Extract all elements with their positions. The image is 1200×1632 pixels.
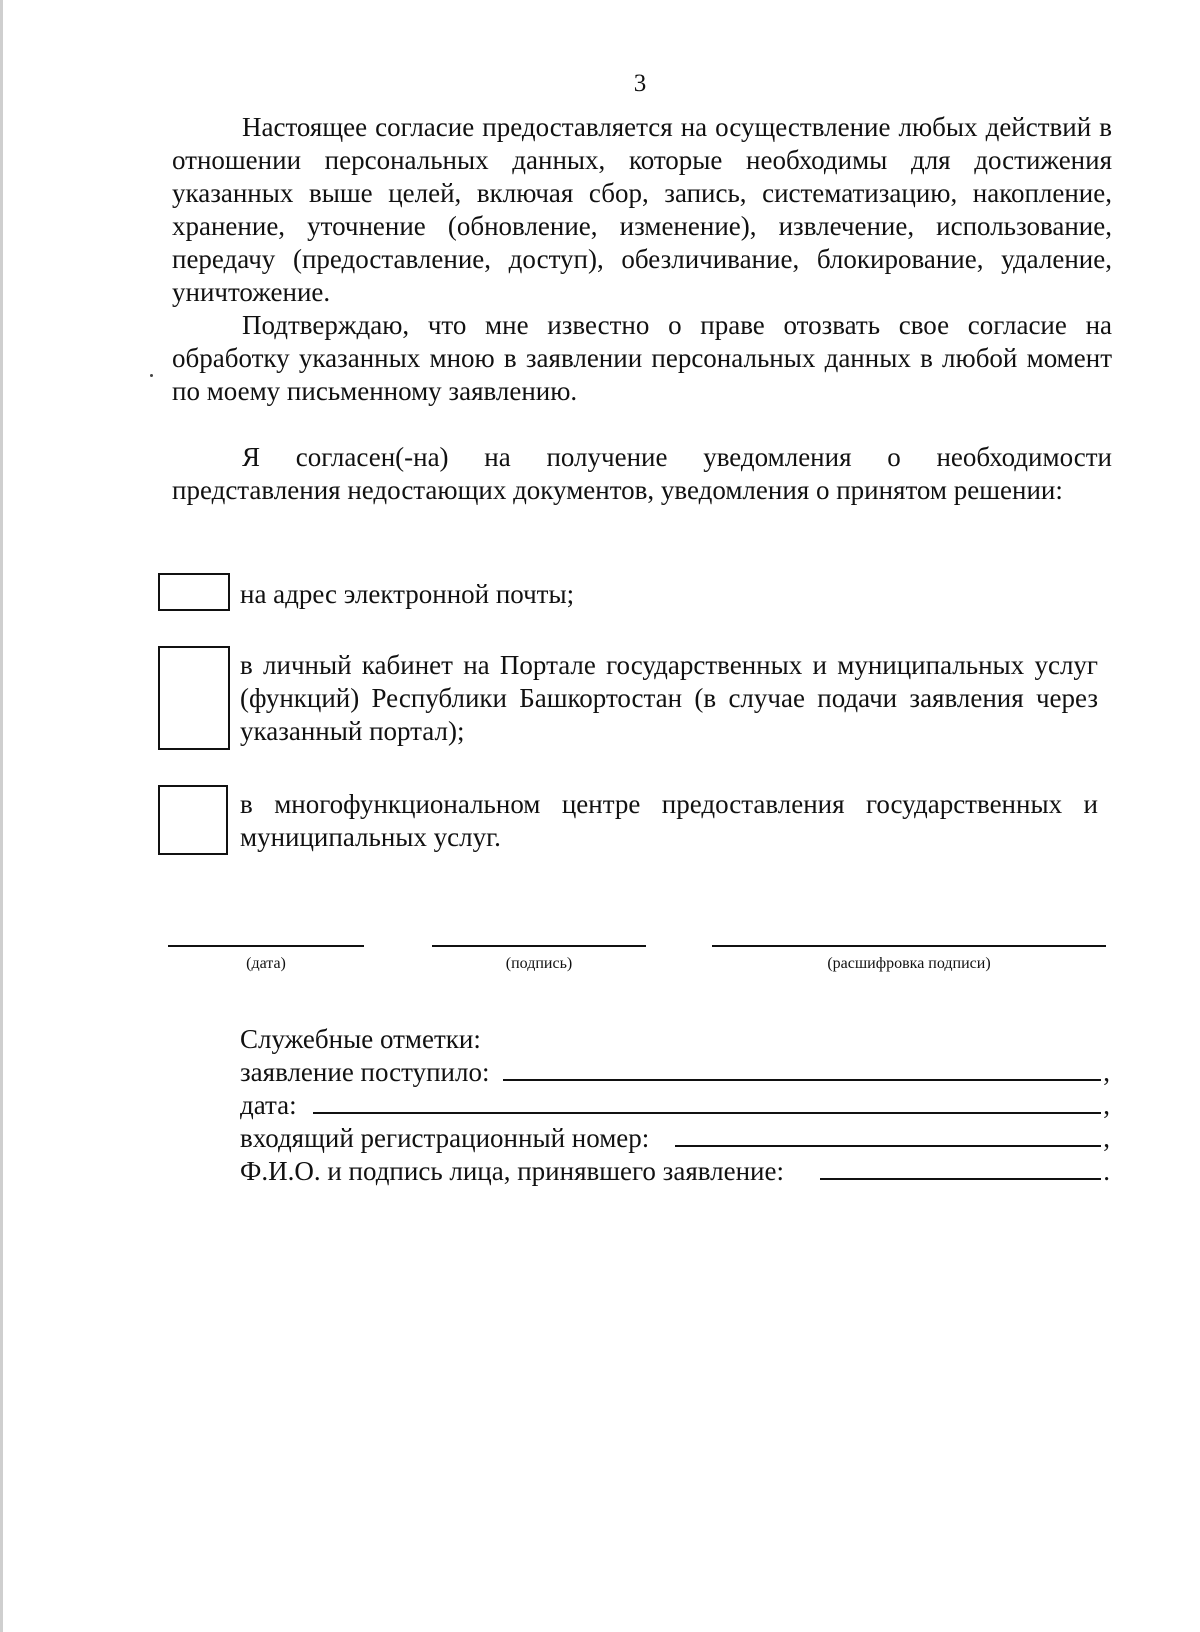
date-label: дата: <box>240 1090 297 1120</box>
date-field[interactable] <box>313 1090 1102 1114</box>
paragraph-consent-actions: Настоящее согласие предоставляется на осуществление любых действий в отношении персональных данных, которые необходимы для достижения указанных выше целей, включая сбор, запись, систематизацию, накопление, хранение, уточнение (обновление, изменение), извлечение, использование, передачу (предоставление, доступ), обезличивание, блокирование, удаление, уничтожение. <box>172 112 1112 307</box>
reg-number-label: входящий регистрационный номер: <box>240 1123 650 1153</box>
receiver-field[interactable] <box>820 1156 1101 1180</box>
date-caption: (дата) <box>246 955 286 972</box>
receiver-period: . <box>1103 1156 1110 1186</box>
option-portal-label: в личный кабинет на Портале государственных и муниципальных услуг (функций) Республики Башкортостан (в случае подачи заявления через указанный портал); <box>240 650 1098 746</box>
receiver-label: Ф.И.О. и подпись лица, принявшего заявление: <box>240 1156 784 1186</box>
reg-number-field[interactable] <box>675 1123 1101 1147</box>
date-line[interactable] <box>168 945 364 947</box>
office-row-receiver <box>240 1155 1110 1188</box>
page-number: 3 <box>633 70 647 97</box>
checkbox-email[interactable] <box>158 573 230 611</box>
option-mfc-label: в многофункциональном центре предоставления государственных и муниципальных услуг. <box>240 789 1098 852</box>
scan-speck <box>150 374 153 377</box>
checkbox-mfc[interactable] <box>158 785 228 855</box>
paragraph-notification-consent: Я согласен(-на) на получение уведомления о необходимости представления недостающих документов, уведомления о принятом решении: <box>172 442 1112 505</box>
signature-name-line[interactable] <box>712 945 1106 947</box>
office-row-received <box>240 1056 1110 1089</box>
office-row-reg-number <box>240 1122 1110 1155</box>
office-marks-title: Служебные отметки: <box>240 1024 481 1054</box>
paragraph-withdraw-right: Подтверждаю, что мне известно о праве отозвать свое согласие на обработку указанных мною в заявлении персональных данных в любой момент по моему письменному заявлению. <box>172 310 1112 406</box>
reg-number-comma: , <box>1103 1123 1110 1153</box>
received-comma: , <box>1103 1057 1110 1087</box>
date-comma: , <box>1103 1090 1110 1120</box>
received-label: заявление поступило: <box>240 1057 490 1087</box>
option-email-label: на адрес электронной почты; <box>240 579 575 609</box>
page-edge <box>0 0 3 1632</box>
received-field[interactable] <box>503 1057 1101 1081</box>
checkbox-portal[interactable] <box>158 646 230 750</box>
signature-name-caption: (расшифровка подписи) <box>827 955 991 972</box>
office-row-date <box>240 1089 1110 1122</box>
signature-caption: (подпись) <box>505 955 573 972</box>
signature-line[interactable] <box>432 945 646 947</box>
